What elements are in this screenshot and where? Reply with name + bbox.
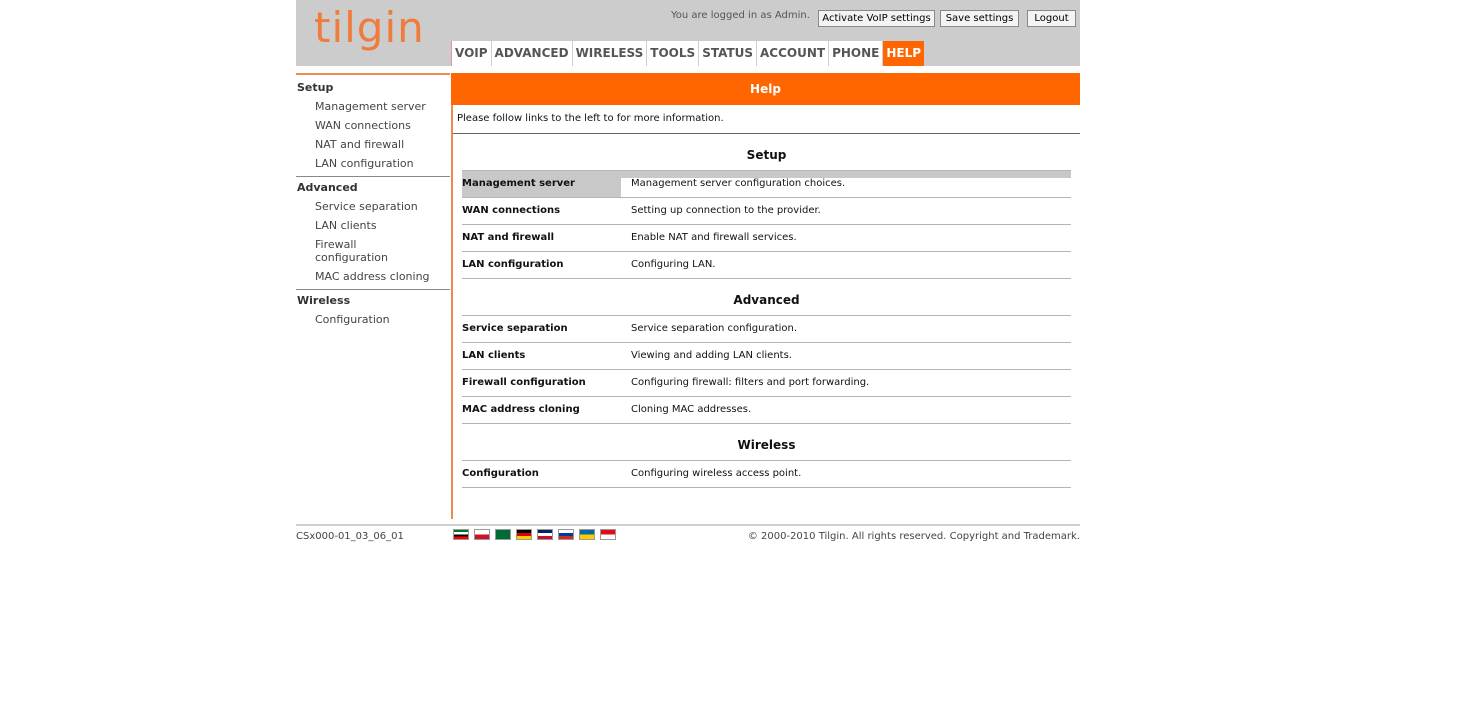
tab-account[interactable]: ACCOUNT [757, 41, 829, 66]
group-title-advanced: Advanced [733, 293, 800, 307]
help-content [453, 134, 1080, 488]
tab-help[interactable]: HELP [883, 41, 924, 66]
table-row [462, 460, 1071, 488]
help-link-management-server[interactable]: Management server [462, 171, 621, 197]
sidebar-item-lan-configuration[interactable]: LAN configuration [315, 157, 414, 170]
table-row [462, 224, 1071, 251]
help-desc: Enable NAT and firewall services. [631, 232, 797, 243]
tab-tools[interactable]: TOOLS [647, 41, 699, 66]
sidebar-section-advanced[interactable]: Advanced [296, 176, 450, 194]
bahrain-flag-icon[interactable] [474, 529, 490, 540]
sidebar-item-firewall-configuration[interactable]: Firewall configuration [315, 238, 388, 264]
help-table-setup [462, 170, 1071, 279]
table-row [462, 342, 1071, 369]
germany-flag-icon[interactable] [516, 529, 532, 540]
help-link-mac-cloning[interactable]: MAC address cloning [462, 404, 580, 415]
login-status: You are logged in as Admin. [671, 10, 810, 21]
sidebar-item-lan-clients[interactable]: LAN clients [315, 219, 377, 232]
tab-status[interactable]: STATUS [699, 41, 757, 66]
language-flags [453, 529, 616, 540]
sidebar-item-mac-cloning[interactable]: MAC address cloning [315, 270, 430, 283]
help-link-service-separation[interactable]: Service separation [462, 323, 568, 334]
sidebar [296, 73, 450, 326]
help-intro: Please follow links to the left to for more information. [453, 105, 1080, 134]
help-desc: Service separation configuration. [631, 323, 798, 334]
sidebar-section-wireless[interactable]: Wireless [296, 289, 450, 307]
saudi-flag-icon[interactable] [495, 529, 511, 540]
russia-flag-icon[interactable] [558, 529, 574, 540]
help-desc: Configuring firewall: filters and port forwarding. [631, 377, 870, 388]
group-title-setup: Setup [746, 148, 787, 162]
help-desc: Configuring LAN. [631, 259, 716, 270]
uk-flag-icon[interactable] [537, 529, 553, 540]
page [296, 0, 1080, 542]
sidebar-section-setup[interactable]: Setup [297, 81, 334, 94]
firmware-version: CSx000-01_03_06_01 [296, 531, 404, 542]
help-desc: Configuring wireless access point. [631, 468, 802, 479]
table-row [462, 197, 1071, 224]
table-row [462, 170, 1071, 197]
help-link-firewall-configuration[interactable]: Firewall configuration [462, 377, 586, 388]
header [296, 0, 1080, 66]
help-desc: Viewing and adding LAN clients. [631, 350, 792, 361]
save-settings-button[interactable]: Save settings [940, 10, 1019, 27]
help-link-wan-connections[interactable]: WAN connections [462, 205, 561, 216]
tilgin-logo[interactable]: tilgin [314, 3, 425, 52]
sweden-flag-icon[interactable] [579, 529, 595, 540]
tab-phone[interactable]: PHONE [829, 41, 883, 66]
help-desc: Cloning MAC addresses. [631, 404, 752, 415]
help-desc: Management server configuration choices. [631, 178, 846, 189]
footer [296, 524, 1080, 548]
sidebar-item-nat-firewall[interactable]: NAT and firewall [315, 138, 405, 151]
tab-wireless[interactable]: WIRELESS [573, 41, 648, 66]
tab-voip[interactable]: VOIP [451, 41, 492, 66]
logout-button[interactable]: Logout [1027, 10, 1076, 27]
help-table-wireless [462, 460, 1071, 488]
sidebar-item-wireless-configuration[interactable]: Configuration [315, 313, 390, 326]
turkey-flag-icon[interactable] [600, 529, 616, 540]
main-tabs [451, 41, 924, 66]
tab-advanced[interactable]: ADVANCED [492, 41, 573, 66]
page-title: Help [451, 73, 1080, 105]
copyright[interactable]: © 2000-2010 Tilgin. All rights reserved. Copyright and Trademark. [747, 531, 1080, 542]
help-panel [451, 73, 1080, 519]
help-link-lan-configuration[interactable]: LAN configuration [462, 259, 564, 270]
sidebar-item-service-separation[interactable]: Service separation [315, 200, 418, 213]
table-row [462, 251, 1071, 279]
table-row [462, 315, 1071, 342]
help-desc: Setting up connection to the provider. [631, 205, 821, 216]
sidebar-item-wan-connections[interactable]: WAN connections [315, 119, 411, 132]
uae-flag-icon[interactable] [453, 529, 469, 540]
sidebar-item-management-server[interactable]: Management server [315, 100, 426, 113]
table-row [462, 396, 1071, 424]
activate-voip-button[interactable]: Activate VoIP settings [818, 10, 935, 27]
help-link-lan-clients[interactable]: LAN clients [462, 350, 526, 361]
help-link-nat-firewall[interactable]: NAT and firewall [462, 232, 555, 243]
table-row [462, 369, 1071, 396]
help-table-advanced [462, 315, 1071, 424]
help-link-wireless-configuration[interactable]: Configuration [462, 468, 539, 479]
group-title-wireless: Wireless [737, 438, 796, 452]
